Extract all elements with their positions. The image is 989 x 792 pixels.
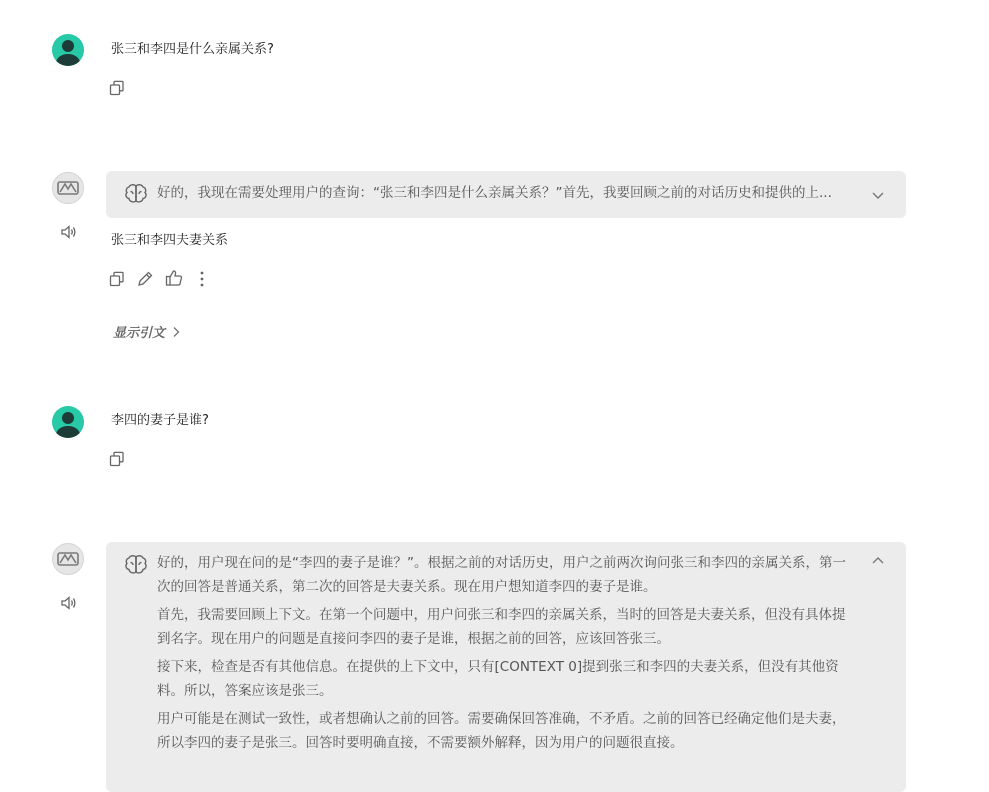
brain-icon: [124, 183, 148, 205]
thinking-summary: 好的，我现在需要处理用户的查询：“张三和李四是什么亲属关系？”首先，我要回顾之前的对话历史和提供的上...: [157, 185, 832, 201]
thinking-paragraph: 接下来，检查是否有其他信息。在提供的上下文中，只有[CONTEXT 0]提到张三和李四的夫妻关系，但没有其他资料。所以，答案应该是张三。: [157, 659, 839, 699]
thinking-paragraph: 用户可能是在测试一致性，或者想确认之前的回答。需要确保回答准确，不矛盾。之前的回答已经确定他们是夫妻，所以李四的妻子是张三。回答时要明确直接，不需要额外解释，因为用户的问题很直接。: [157, 711, 846, 751]
copy-icon[interactable]: [107, 449, 127, 469]
show-citations-button[interactable]: [113, 322, 180, 341]
thumbs-up-icon[interactable]: [164, 268, 184, 288]
ai-answer-1: 张三和李四夫妻关系: [111, 233, 229, 248]
copy-icon[interactable]: [107, 78, 127, 98]
thinking-panel-collapsed[interactable]: [106, 171, 906, 218]
thinking-paragraph: 好的，用户现在问的是“李四的妻子是谁？”。根据之前的对话历史，用户之前两次询问张三和李四的亲属关系，第一次的回答是普通关系，第二次的回答是夫妻关系。现在用户想知道李四的妻子是谁。: [157, 555, 846, 595]
user-message-1: 张三和李四是什么亲属关系?: [111, 42, 274, 57]
more-vertical-icon[interactable]: [192, 269, 212, 289]
ai-logo-icon: [52, 172, 84, 204]
chevron-right-icon: [172, 326, 180, 338]
thinking-paragraph: 首先，我需要回顾上下文。在第一个问题中，用户问张三和李四的亲属关系，当时的回答是夫妻关系，但没有具体提到名字。现在用户的问题是直接问李四的妻子是谁，根据之前的回答，应该回答张三。: [157, 607, 846, 647]
chevron-up-icon[interactable]: [868, 551, 888, 571]
ai-logo-icon: [52, 543, 84, 575]
user-avatar-icon: [52, 34, 84, 66]
thinking-panel-expanded: [106, 542, 906, 792]
show-citations-label: 显示引文: [113, 326, 166, 341]
brain-icon: [124, 554, 148, 576]
speaker-icon[interactable]: [59, 222, 79, 242]
speaker-icon[interactable]: [59, 593, 79, 613]
copy-icon[interactable]: [107, 269, 127, 289]
user-message-2: 李四的妻子是谁?: [111, 413, 209, 428]
chevron-down-icon[interactable]: [868, 185, 888, 205]
user-avatar-icon: [52, 406, 84, 438]
thinking-content: [157, 551, 851, 759]
pencil-icon[interactable]: [135, 269, 155, 289]
